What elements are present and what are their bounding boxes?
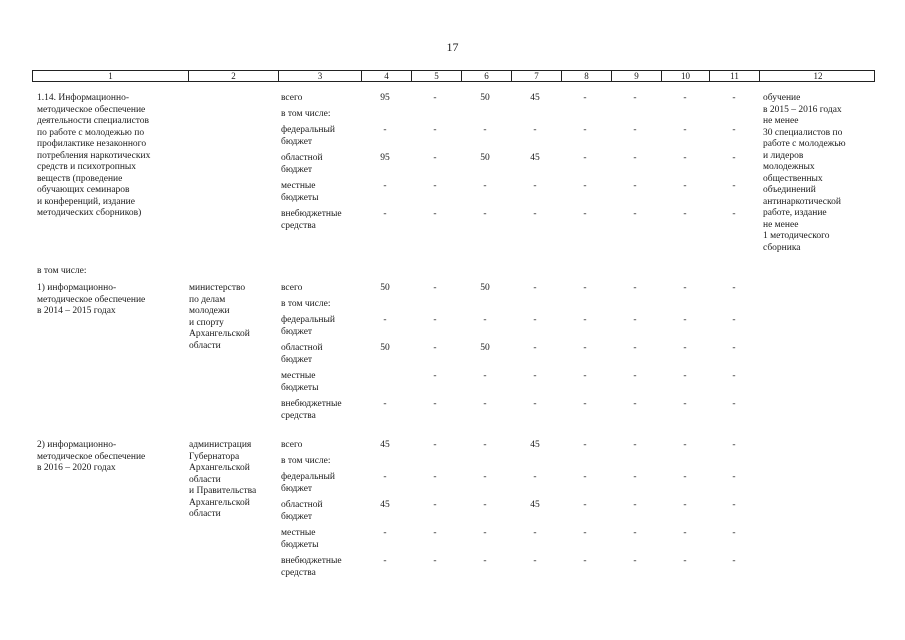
block-sub2-row-value: - <box>583 500 587 510</box>
block-sub2-row-value: - <box>383 472 387 482</box>
block-1.14-row-value: - <box>732 209 736 219</box>
block-1.14-title-line: методических сборников) <box>37 208 142 218</box>
block-sub1-row-value: - <box>732 283 736 293</box>
block-sub2-row-value: - <box>683 440 687 450</box>
block-1.14-row-value: 50 <box>480 93 490 103</box>
block-1.14-row-label-line: местные <box>281 181 316 191</box>
block-sub1-row-label-line: бюджет <box>281 354 313 365</box>
block-sub1-row-value: - <box>533 283 537 293</box>
block-sub2-row-label-line: местные <box>281 528 316 538</box>
block-1.14-result-line: обучение <box>763 93 801 103</box>
block-sub1-executor-line: области <box>189 340 221 351</box>
block-sub2-title-line: 2) информационно- <box>37 440 117 450</box>
block-sub1-row-label-line: в том числе: <box>281 299 331 309</box>
block-sub2-row-value: - <box>583 556 587 566</box>
block-1.14-row-value: - <box>433 125 437 135</box>
block-sub1-row-value: - <box>583 343 587 353</box>
block-sub1-row-label-line: федеральный <box>281 315 335 325</box>
block-sub1-row-label-line: внебюджетные <box>281 399 342 409</box>
block-sub1-row-value: - <box>583 371 587 381</box>
block-1.14-row-value: - <box>533 125 537 135</box>
block-1.14-row-value: - <box>433 209 437 219</box>
block-sub1-executor-line: Архангельской <box>189 329 250 339</box>
block-1.14-title-line: потребления наркотических <box>37 150 151 161</box>
block-1.14-row-label-line: всего <box>281 93 303 103</box>
block-sub1-row-value: - <box>683 315 687 325</box>
block-sub2-row-value: - <box>633 472 637 482</box>
block-1.14-row-value: - <box>533 209 537 219</box>
block-sub2-row-value: 45 <box>380 440 390 450</box>
block-sub2-executor-line: области <box>189 474 221 485</box>
block-sub1-row-value: - <box>483 399 487 409</box>
block-1.14-row-value: - <box>583 153 587 163</box>
block-sub2-row-label-line: областной <box>281 500 323 510</box>
block-1.14-result-line: сборника <box>763 242 801 253</box>
block-1.14-result-line: не менее <box>763 116 799 126</box>
block-sub2-row-label-line: бюджеты <box>281 539 319 550</box>
block-sub2-row-value: - <box>633 556 637 566</box>
block-1.14-row-value: - <box>732 181 736 191</box>
block-sub2-row-value: - <box>583 440 587 450</box>
block-sub2-row-value: - <box>683 556 687 566</box>
block-1.14-title-line: методическое обеспечение <box>37 104 146 115</box>
block-1.14-row-value: - <box>533 181 537 191</box>
block-sub2-row-value: - <box>433 440 437 450</box>
block-1.14-row-label-line: бюджет <box>281 136 313 147</box>
block-sub1-row-value: - <box>633 399 637 409</box>
header-col-4: 4 <box>361 71 411 81</box>
block-1.14-row-label-line: областной <box>281 153 323 163</box>
block-1.14-row-value: - <box>633 125 637 135</box>
block-sub1-row-value: - <box>383 399 387 409</box>
block-sub1-row-value: - <box>732 315 736 325</box>
block-sub2-row-value: - <box>483 556 487 566</box>
block-sub1-title-line: в 2014 – 2015 годах <box>37 306 116 316</box>
header-col-5: 5 <box>411 71 461 81</box>
block-1.14-result-line: работе с молодежью <box>763 139 846 149</box>
block-sub1-executor-line: молодежи <box>189 306 230 316</box>
block-1.14-title-line: средств и психотропных <box>37 162 137 172</box>
block-1.14-row-value: - <box>683 153 687 163</box>
block-1.14-row-value: - <box>483 181 487 191</box>
block-1.14-row-label-line: бюджет <box>281 164 313 175</box>
block-sub1-row-value: 50 <box>380 343 390 353</box>
block-sub1-executor-line: и спорту <box>189 317 224 328</box>
block-sub2-row-label-line: средства <box>281 567 316 578</box>
block-sub1-row-value: - <box>433 343 437 353</box>
block-sub2-row-value: - <box>732 472 736 482</box>
block-1.14-result-line: не менее <box>763 219 799 230</box>
block-1.14-row-label-line: федеральный <box>281 125 335 135</box>
block-sub2-executor-line: области <box>189 509 221 519</box>
header-col-11: 11 <box>709 71 759 81</box>
block-sub1-row-value: - <box>633 371 637 381</box>
block-sub2-row-label-line: внебюджетные <box>281 556 342 566</box>
block-1.14-title-line: 1.14. Информационно- <box>37 93 129 103</box>
block-1.14-result-line: молодежных <box>763 162 815 172</box>
block-sub2-row-value: - <box>683 472 687 482</box>
block-1.14-row-value: - <box>683 125 687 135</box>
block-1.14-row-value: - <box>732 153 736 163</box>
block-1.14-row-value: - <box>583 93 587 103</box>
block-sub1-row-value: - <box>533 371 537 381</box>
block-1.14-title-line: по работе с молодежью по <box>37 127 145 138</box>
block-sub2-row-value: - <box>483 472 487 482</box>
block-sub2-executor-line: и Правительства <box>189 486 257 496</box>
block-sub2-row-value: - <box>633 500 637 510</box>
block-sub2-row-value: 45 <box>530 500 540 510</box>
block-1.14-row-value: - <box>683 93 687 103</box>
block-sub2-title-line: методическое обеспечение <box>37 451 146 462</box>
block-sub1-title-line: методическое обеспечение <box>37 294 146 305</box>
header-col-2: 2 <box>188 71 278 81</box>
header-col-7: 7 <box>511 71 561 81</box>
block-sub2-row-value: - <box>533 528 537 538</box>
block-1.14-title-line: профилактике незаконного <box>37 139 147 149</box>
block-sub2-row-value: - <box>683 500 687 510</box>
block-1.14-title-line: деятельности специалистов <box>37 116 150 126</box>
header-col-6: 6 <box>461 71 511 81</box>
block-sub1-row-value: 50 <box>480 283 490 293</box>
block-sub1-row-value: - <box>533 343 537 353</box>
block-sub2-row-value: - <box>433 556 437 566</box>
block-sub1-row-value: - <box>483 315 487 325</box>
block-sub1-row-label-line: всего <box>281 283 303 293</box>
block-1.14-row-value: - <box>483 209 487 219</box>
block-sub2-row-value: - <box>433 472 437 482</box>
block-sub2-row-label-line: всего <box>281 440 303 450</box>
block-1.14-row-value: 45 <box>530 153 540 163</box>
block-sub1-row-value: - <box>533 399 537 409</box>
block-1.14-title-line: веществ (проведение <box>37 173 123 184</box>
block-1.14-row-value: - <box>583 209 587 219</box>
block-sub1-row-value: - <box>433 371 437 381</box>
block-sub1-row-value: 50 <box>480 343 490 353</box>
block-1.14-result-line: 1 методического <box>763 231 830 241</box>
block-sub1-row-value: - <box>383 315 387 325</box>
header-col-12: 12 <box>759 71 876 81</box>
block-sub1-executor-line: министерство <box>189 283 246 293</box>
block-sub1-row-value: - <box>683 283 687 293</box>
header-col-3: 3 <box>278 71 361 81</box>
block-1.14-row-label-line: внебюджетные <box>281 209 342 219</box>
block-1.14-row-value: - <box>433 153 437 163</box>
block-1.14-row-value: - <box>383 125 387 135</box>
block-sub2-row-value: - <box>433 528 437 538</box>
block-1.14-result-line: в 2015 – 2016 годах <box>763 104 842 115</box>
header-col-1: 1 <box>108 71 113 81</box>
block-sub1-row-value: - <box>732 371 736 381</box>
block-sub2-row-value: - <box>383 528 387 538</box>
block-sub2-row-value: - <box>483 500 487 510</box>
block-1.14-result-line: работе, издание <box>763 208 827 218</box>
block-1.14-row-label-line: в том числе: <box>281 109 331 119</box>
block-sub1-row-value: - <box>583 399 587 409</box>
block-1.14-title-line: и конференций, издание <box>37 196 135 207</box>
block-sub2-row-label-line: бюджет <box>281 483 313 494</box>
block-sub1-row-value: - <box>433 315 437 325</box>
block-sub2-row-value: 45 <box>530 440 540 450</box>
block-sub1-row-label-line: бюджеты <box>281 382 319 393</box>
block-sub2-row-value: - <box>533 556 537 566</box>
block-sub2-row-value: - <box>732 440 736 450</box>
block-1.14-row-value: 95 <box>380 93 390 103</box>
block-sub2-row-value: - <box>533 472 537 482</box>
block-1.14-row-value: - <box>633 93 637 103</box>
block-sub1-row-value: - <box>633 315 637 325</box>
block-sub2-row-value: - <box>633 440 637 450</box>
block-sub1-row-value: - <box>583 315 587 325</box>
block-1.14-row-value: 95 <box>380 153 390 163</box>
block-1.14-row-value: - <box>433 93 437 103</box>
block-sub2-row-value: - <box>683 528 687 538</box>
table-header <box>32 70 875 82</box>
block-sub2-row-label-line: бюджет <box>281 511 313 522</box>
block-sub1-row-label-line: средства <box>281 410 316 421</box>
block-1.14-row-value: - <box>683 181 687 191</box>
block-sub1-row-value: - <box>433 283 437 293</box>
block-sub2-row-value: - <box>583 472 587 482</box>
block-sub2-row-value: - <box>583 528 587 538</box>
block-sub1-row-value: - <box>633 343 637 353</box>
block-sub2-row-value: - <box>483 528 487 538</box>
block-sub1-row-value: 50 <box>380 283 390 293</box>
block-1.14-result-line: объединений <box>763 185 816 195</box>
block-1.14-row-value: - <box>483 125 487 135</box>
block-sub1-row-value: - <box>583 283 587 293</box>
block-sub2-row-value: - <box>633 528 637 538</box>
block-sub1-row-value: - <box>533 315 537 325</box>
block-sub2-row-value: - <box>732 500 736 510</box>
block-sub1-title-line: 1) информационно- <box>37 283 117 293</box>
block-1.14-row-value: - <box>683 209 687 219</box>
block-sub2-title-line: в 2016 – 2020 годах <box>37 463 116 473</box>
block-1.14-result-line: 30 специалистов по <box>763 127 843 138</box>
block-1.14-row-value: - <box>732 93 736 103</box>
header-col-9: 9 <box>611 71 661 81</box>
in-tom-chisle-label: в том числе: <box>37 266 87 276</box>
block-1.14-result-line: антинаркотической <box>763 196 841 207</box>
block-1.14-result-line: и лидеров <box>763 150 804 161</box>
block-1.14-row-value: 45 <box>530 93 540 103</box>
block-1.14-row-value: - <box>732 125 736 135</box>
block-sub1-row-label-line: местные <box>281 371 316 381</box>
block-1.14-row-value: - <box>633 153 637 163</box>
block-1.14-row-value: 50 <box>480 153 490 163</box>
block-1.14-row-value: - <box>383 209 387 219</box>
block-sub2-row-label-line: федеральный <box>281 472 335 482</box>
header-col-8: 8 <box>561 71 611 81</box>
block-sub2-row-label-line: в том числе: <box>281 456 331 466</box>
block-sub2-executor-line: администрация <box>189 440 252 450</box>
block-sub1-row-value: - <box>633 283 637 293</box>
block-sub2-row-value: - <box>483 440 487 450</box>
block-sub2-executor-line: Губернатора <box>189 451 240 462</box>
block-sub2-executor-line: Архангельской <box>189 497 250 508</box>
block-sub1-row-value: - <box>433 399 437 409</box>
block-sub2-row-value: - <box>383 556 387 566</box>
block-1.14-row-label-line: бюджеты <box>281 192 319 203</box>
block-sub1-row-label-line: областной <box>281 343 323 353</box>
block-1.14-row-value: - <box>633 181 637 191</box>
block-sub1-row-value: - <box>483 371 487 381</box>
block-sub2-executor-line: Архангельской <box>189 463 250 473</box>
block-1.14-result-line: общественных <box>763 173 823 184</box>
block-1.14-row-value: - <box>583 181 587 191</box>
block-sub1-row-label-line: бюджет <box>281 326 313 337</box>
block-sub1-row-value: - <box>683 371 687 381</box>
block-1.14-row-label-line: средства <box>281 220 316 231</box>
block-sub1-executor-line: по делам <box>189 294 226 305</box>
block-sub2-row-value: - <box>732 528 736 538</box>
block-sub2-row-value: 45 <box>380 500 390 510</box>
block-sub2-row-value: - <box>732 556 736 566</box>
block-sub1-row-value: - <box>732 343 736 353</box>
page-number: 17 <box>446 40 459 54</box>
block-sub1-row-value: - <box>683 343 687 353</box>
header-col-10: 10 <box>661 71 709 81</box>
block-sub1-row-value: - <box>683 399 687 409</box>
block-1.14-row-value: - <box>433 181 437 191</box>
block-sub1-row-value: - <box>732 399 736 409</box>
block-1.14-title-line: обучающих семинаров <box>37 185 130 195</box>
block-sub2-row-value: - <box>433 500 437 510</box>
block-1.14-row-value: - <box>383 181 387 191</box>
block-1.14-row-value: - <box>583 125 587 135</box>
block-1.14-row-value: - <box>633 209 637 219</box>
